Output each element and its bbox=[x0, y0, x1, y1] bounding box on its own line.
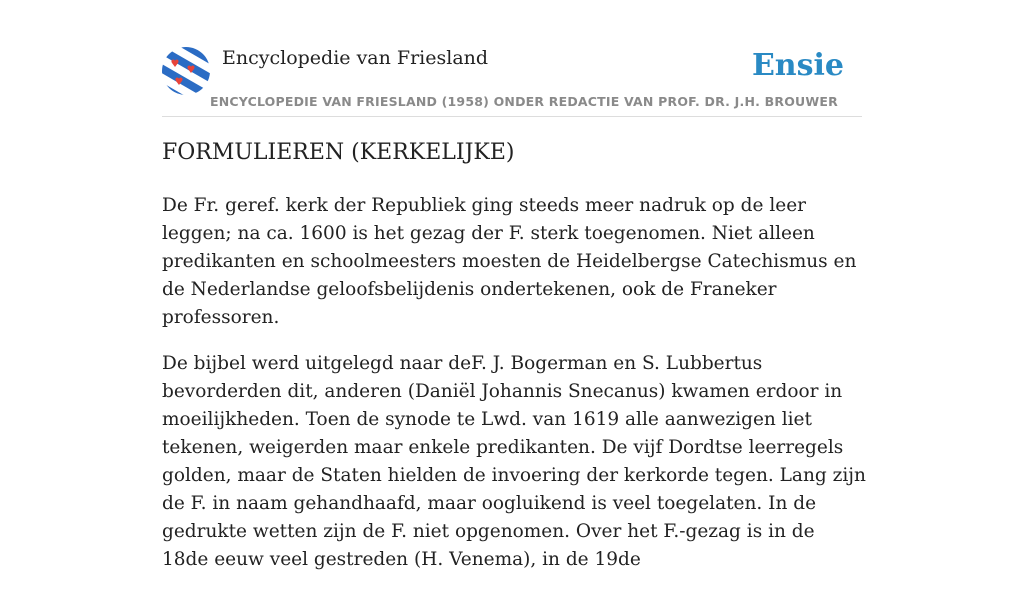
article-paragraph: De Fr. geref. kerk der Republiek ging steeds meer nadruk op de leer leggen; na ca. 1600 is het gezag der F. sterk toegenomen. Niet alleen predikanten en schoolmeesters moesten de Heidelbergse Catechismus en de Nederlandse geloofsbelijdenis ondertekenen, ook de Franeker professoren. bbox=[162, 195, 857, 328]
site-title[interactable]: Encyclopedie van Friesland bbox=[222, 47, 489, 69]
article-paragraph: De bijbel werd uitgelegd naar deF. J. Bogerman en S. Lubbertus bevorderden dit, anderen (Daniël Johannis Snecanus) kwamen erdoor in moeilijkheden. Toen de synode te Lwd. van 1619 alle aanwezigen liet tekenen, weigerden maar enkele predikanten. De vijf Dordtse leerregels golden, maar de Staten hielden de invoering der kerkorde tegen. Lang zijn de F. in naam gehandhaafd, maar oogluikend is veel toegelaten. In de gedrukte wetten zijn de F. niet opgenomen. Over het F.-gezag is in de 18de eeuw veel gestreden (H. Venema), in de 19de bbox=[162, 353, 866, 570]
article-body bbox=[162, 192, 866, 592]
page-title: FORMULIEREN (KERKELIJKE) bbox=[162, 140, 515, 165]
site-subtitle: ENCYCLOPEDIE VAN FRIESLAND (1958) ONDER REDACTIE VAN PROF. DR. J.H. BROUWER bbox=[210, 94, 838, 109]
site-header bbox=[162, 44, 862, 117]
frisian-flag-icon[interactable] bbox=[162, 47, 210, 95]
ensie-brand-logo[interactable]: Ensie bbox=[751, 48, 844, 83]
